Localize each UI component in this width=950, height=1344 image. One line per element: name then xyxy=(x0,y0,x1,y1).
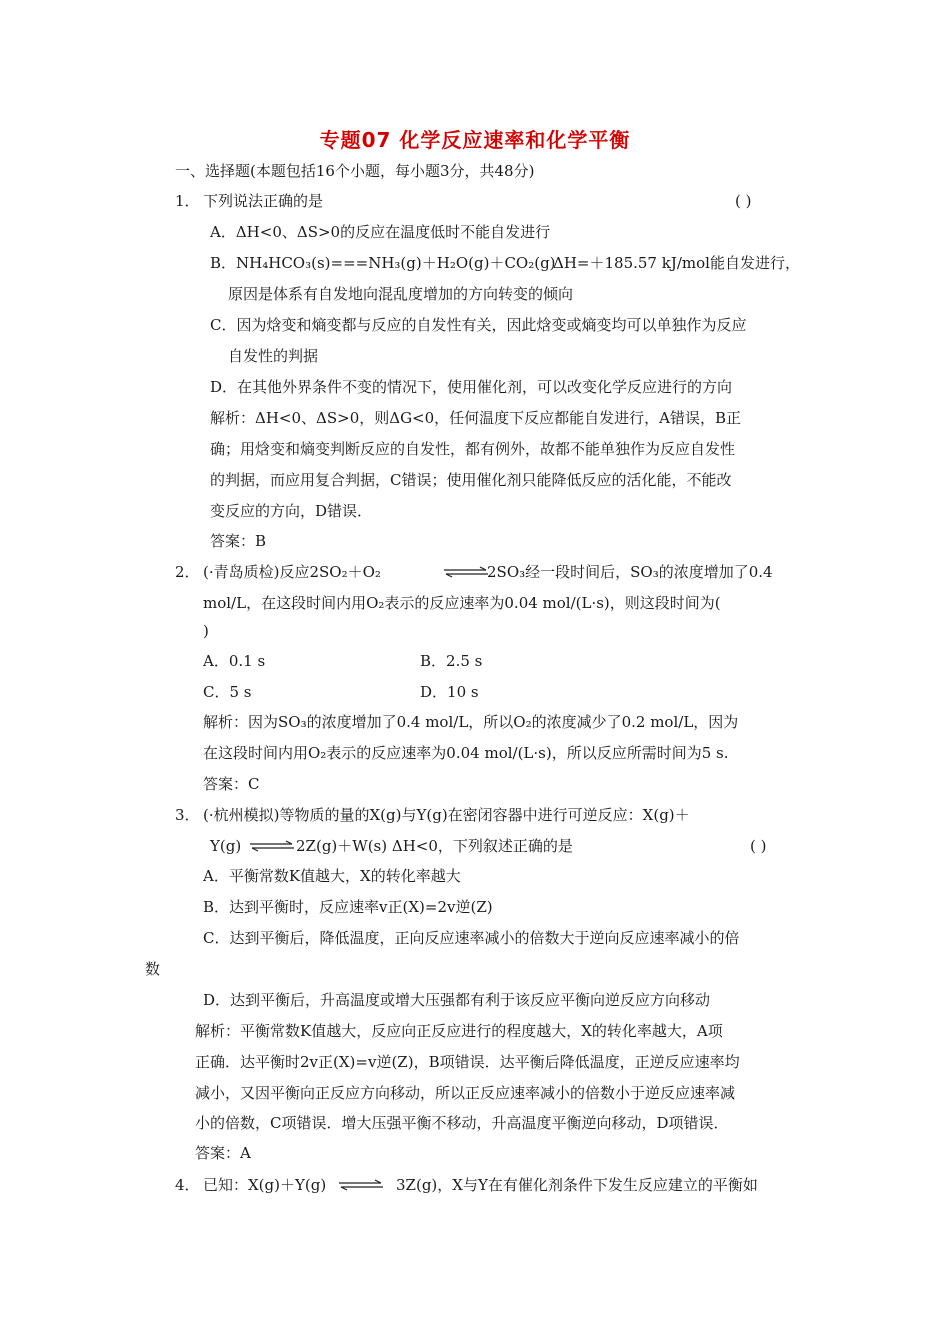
q3-answer-blank: ( ) xyxy=(750,837,767,855)
q3-explanation-line1: 解析：平衡常数K值越大，反应向正反应进行的程度越大，X的转化率越大，A项 xyxy=(195,1022,723,1040)
q2-stem-part1: (·青岛质检)反应2SO₂＋O₂ xyxy=(203,563,381,581)
q4-number: 4． xyxy=(175,1176,200,1194)
q3-answer: 答案：A xyxy=(195,1144,251,1162)
q3-option-c-line2: 数 xyxy=(145,960,161,978)
q1-stem: 下列说法正确的是 xyxy=(203,192,324,210)
q2-stem-line3: ) xyxy=(203,622,209,640)
q3-explanation-line4: 小的倍数，C项错误．增大压强平衡不移动，升高温度平衡逆向移动，D项错误． xyxy=(195,1114,729,1132)
q3-stem-line1: (·杭州模拟)等物质的量的X(g)与Y(g)在密闭容器中进行可逆反应：X(g)＋ xyxy=(203,806,690,824)
section-heading: 一、选择题(本题包括16个小题，每小题3分，共48分) xyxy=(175,162,535,180)
page-title: 专题07 化学反应速率和化学平衡 xyxy=(319,128,631,152)
q2-stem-line2: mol/L，在这段时间内用O₂表示的反应速率为0.04 mol/(L·s)，则这段时间为( xyxy=(203,594,721,612)
q1-option-d: D．在其他外界条件不变的情况下，使用催化剂，可以改变化学反应进行的方向 xyxy=(210,378,733,396)
q3-option-b: B．达到平衡时，反应速率v正(X)=2v逆(Z) xyxy=(203,898,493,916)
q2-option-b: B．2.5 s xyxy=(420,652,483,670)
q1-explanation-line3: 的判据，而应用复合判据，C错误；使用催化剂只能降低反应的活化能，不能改 xyxy=(210,471,732,489)
q1-explanation-line4: 变反应的方向，D错误． xyxy=(210,502,373,520)
q2-option-c: C．5 s xyxy=(203,683,252,701)
q1-option-c-line2: 自发性的判据 xyxy=(228,347,319,365)
q1-option-b-enthalpy: ΔH=＋185.57 kJ/mol能自发进行， xyxy=(553,254,800,272)
q2-explanation-line1: 解析：因为SO₃的浓度增加了0.4 mol/L，所以O₂的浓度减少了0.2 mol/L，因为 xyxy=(203,713,739,731)
q1-option-b-line2: 原因是体系有自发地向混乱度增加的方向转变的倾向 xyxy=(228,285,574,303)
q1-explanation-line2: 确；用焓变和熵变判断反应的自发性，都有例外，故都不能单独作为反应自发性 xyxy=(210,440,736,458)
q3-explanation-line3: 减小，又因平衡向正反应方向移动，所以正反应速率减小的倍数小于逆反应速率减 xyxy=(195,1084,736,1102)
q1-answer-blank: ( ) xyxy=(735,192,752,210)
q1-option-a: A．ΔH<0、ΔS>0的反应在温度低时不能自发进行 xyxy=(210,223,551,241)
q2-explanation-line2: 在这段时间内用O₂表示的反应速率为0.04 mol/(L·s)，所以反应所需时间为5 s. xyxy=(203,744,729,762)
q3-number: 3． xyxy=(175,806,200,824)
q1-explanation-line1: 解析：ΔH<0、ΔS>0，则ΔG<0，任何温度下反应都能自发进行，A错误，B正 xyxy=(210,409,742,427)
q1-option-c-line1: C．因为焓变和熵变都与反应的自发性有关，因此焓变或熵变均可以单独作为反应 xyxy=(210,316,747,334)
q2-answer: 答案：C xyxy=(203,775,260,793)
q1-number: 1． xyxy=(175,192,200,210)
q3-stem-line2-part2: 2Z(g)＋W(s) ΔH<0，下列叙述正确的是 xyxy=(296,837,573,855)
equilibrium-arrow-icon xyxy=(442,566,490,578)
q3-option-d: D．达到平衡后，升高温度或增大压强都有利于该反应平衡向逆反应方向移动 xyxy=(203,991,711,1009)
q2-stem-part2: 2SO₃经一段时间后，SO₃的浓度增加了0.4 xyxy=(487,563,773,581)
q1-answer: 答案：B xyxy=(210,532,267,550)
q3-stem-line2-part1: Y(g) xyxy=(210,837,242,855)
q1-option-b-equation: B．NH₄HCO₃(s)===NH₃(g)＋H₂O(g)＋CO₂(g) xyxy=(210,254,556,272)
q3-explanation-line2: 正确．达平衡时2v正(X)=v逆(Z)，B项错误．达平衡后降低温度，正逆反应速率均 xyxy=(195,1053,740,1071)
q4-stem-part2: 3Z(g)，X与Y在有催化剂条件下发生反应建立的平衡如 xyxy=(396,1176,758,1194)
q2-option-d: D．10 s xyxy=(420,683,479,701)
equilibrium-arrow-icon xyxy=(337,1179,385,1191)
q4-stem-part1: 已知：X(g)＋Y(g) xyxy=(203,1176,327,1194)
q3-option-c-line1: C．达到平衡后，降低温度，正向反应速率减小的倍数大于逆向反应速率减小的倍 xyxy=(203,929,740,947)
q3-option-a: A．平衡常数K值越大，X的转化率越大 xyxy=(203,867,461,885)
q2-number: 2． xyxy=(175,563,200,581)
equilibrium-arrow-icon xyxy=(248,840,296,852)
q2-option-a: A．0.1 s xyxy=(203,652,266,670)
